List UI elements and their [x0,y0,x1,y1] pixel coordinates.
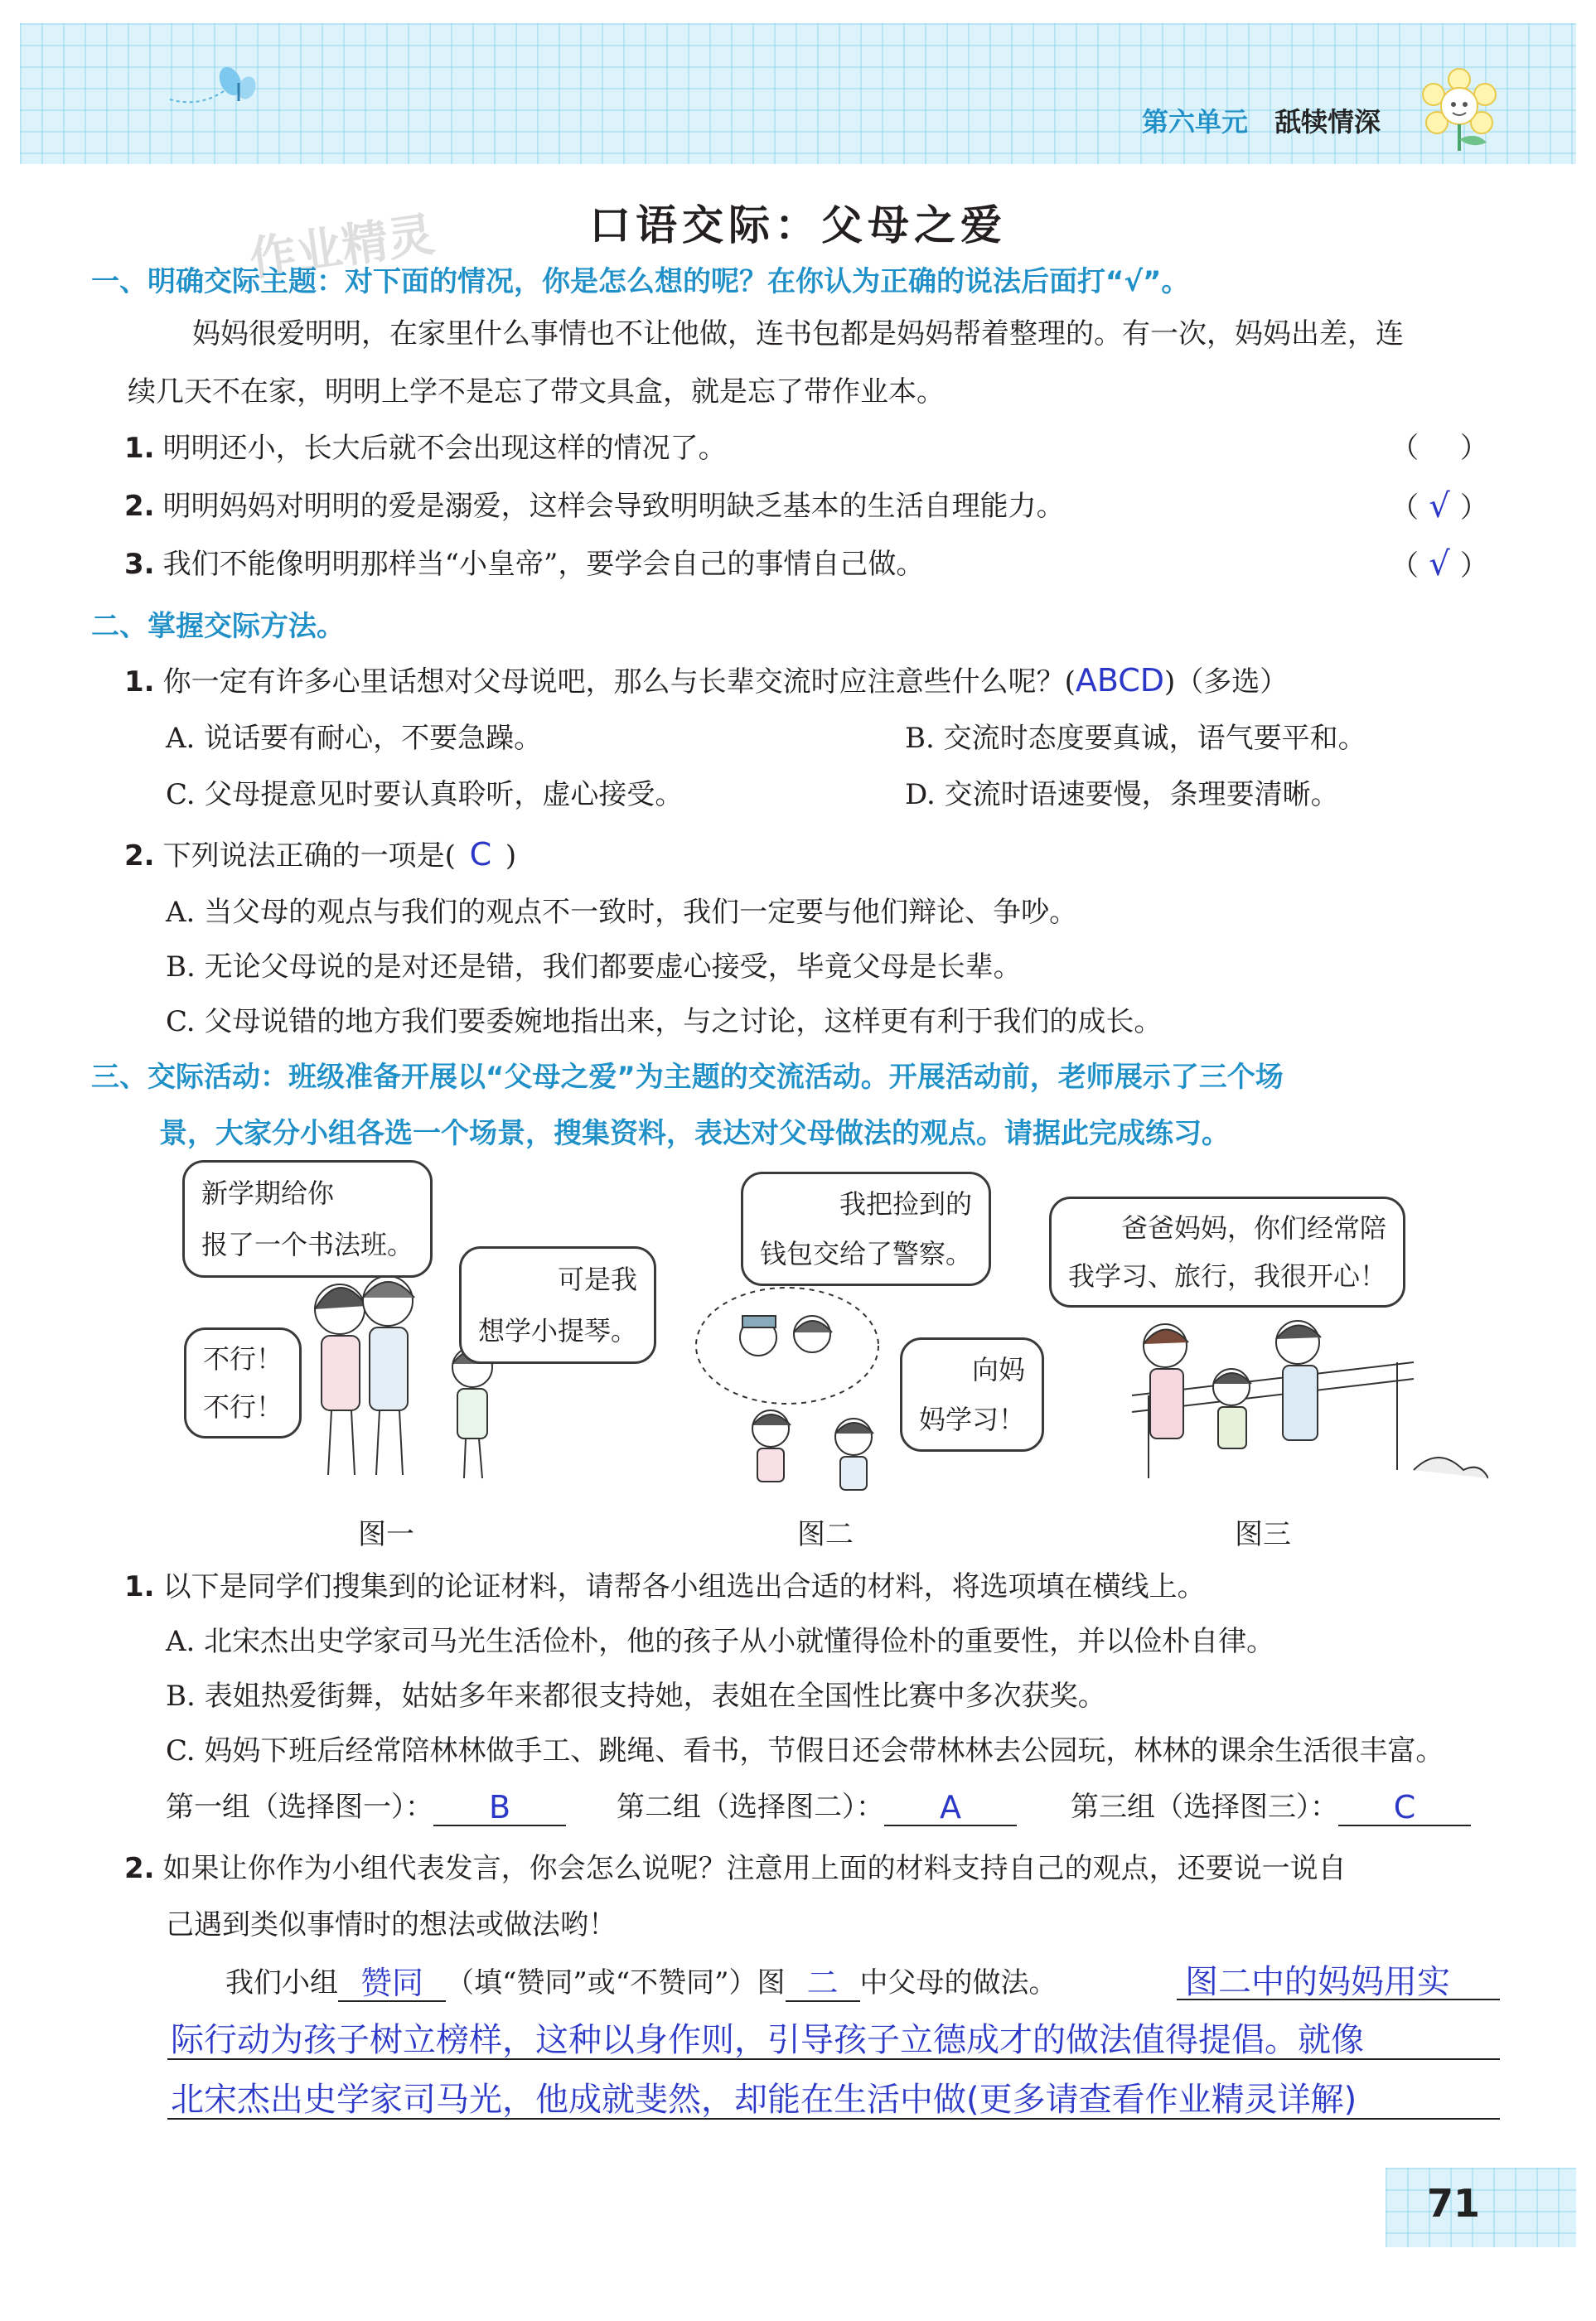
figure-2-bubble-1: 我把捡到的 钱包交给了警察。 [741,1172,991,1286]
response-mid2: 中父母的做法。 [859,1966,1057,1999]
figure-2-bubble-2: 向妈 妈学习！ [900,1337,1044,1452]
section3-heading-line1: 三、交际活动：班级准备开展以“父母之爱”为主题的交流活动。开展活动前，老师展示了三个场 [91,1061,1284,1094]
s1-item-2 [124,487,1065,525]
question-number: 2. [124,839,155,873]
item-text: 明明妈妈对明明的爱是溺爱，这样会导致明明缺乏基本的生活自理能力。 [162,490,1065,523]
answer-rule-1 [1177,1999,1500,2000]
s3-q1 [124,1568,1206,1606]
figure-2-caption: 图二 [797,1518,854,1551]
s1-item-2-answer: √ [1429,487,1450,525]
page-title: 口语交际：父母之爱 [589,201,1007,249]
s2-q1-option-a: A. 说话要有耐心，不要急躁。 [166,722,543,755]
butterfly-icon [166,58,265,119]
s1-item-1 [124,429,727,467]
s2-q1-option-c: C. 父母提意见时要认真聆听，虚心接受。 [166,778,684,811]
s3-q2-line2: 己遇到类似事情时的想法或做法哟！ [166,1908,617,1941]
group-3-answer-row [1071,1788,1471,1826]
group-3-answer: C [1338,1788,1471,1826]
s3-q1-option-b: B. 表姐热爱街舞，姑姑多年来都很支持她，表姐在全国性比赛中多次获奖。 [166,1680,1106,1713]
figure-1 [174,1160,671,1508]
s2-q2 [124,835,516,875]
figure-3 [1049,1197,1488,1503]
item-text: 明明还小，长大后就不会出现这样的情况了。 [162,432,727,465]
s3-q1-option-a: A. 北宋杰出史学家司马光生活俭朴，他的孩子从小就懂得俭朴的重要性，并以俭朴自律。 [166,1625,1275,1658]
s2-q1-option-b: B. 交流时态度要真诚，语气要平和。 [905,722,1366,755]
figure-3-bubble-1: 爸爸妈妈，你们经常陪 我学习、旅行，我很开心！ [1049,1197,1405,1308]
response-mid1: （填“赞同”或“不赞同”）图 [446,1966,786,1999]
footer-band [1386,2168,1576,2247]
item-number: 1. [124,432,155,465]
figure-1-caption: 图一 [358,1518,414,1551]
s1-item-3-answer: √ [1429,545,1450,583]
section1-passage-line2: 续几天不在家，明明上学不是忘了带文具盒，就是忘了带作业本。 [128,375,945,409]
group-2-answer-row [617,1788,1017,1826]
question-text: 以下是同学们搜集到的论证材料，请帮各小组选出合适的材料，将选项填在横线上。 [162,1570,1206,1603]
figure-1-bubble-3: 不行！ 不行！ [184,1327,302,1439]
figure-1-bubble-2: 可是我 想学小提琴。 [459,1246,656,1364]
s2-q2-option-b: B. 无论父母说的是对还是错，我们都要虚心接受，毕竟父母是长辈。 [166,950,1022,984]
answer-line-3: 北宋杰出史学家司马光，他成就斐然，却能在生活中做(更多请查看作业精灵详解) [171,2081,1357,2119]
s1-item-2-paren: （ √ ） [1390,487,1488,525]
question-text: 如果让你作为小组代表发言，你会怎么说呢？注意用上面的材料支持自己的观点，还要说一说自 [162,1852,1347,1885]
question-number: 1. [124,1570,155,1603]
item-number: 2. [124,490,155,523]
group-1-answer: B [433,1788,566,1826]
figure-2 [680,1172,1061,1503]
answer-rule-3 [167,2118,1500,2120]
question-suffix: ) [505,839,517,873]
unit-label: 第六单元 [1142,106,1249,138]
flower-icon [1414,63,1505,157]
s3-q2-response-line [225,1964,1057,2002]
answer-line-1: 图二中的妈妈用实 [1185,1963,1450,2001]
item-text: 我们不能像明明那样当“小皇帝”，要学会自己的事情自己做。 [162,548,925,581]
s3-q1-option-c: C. 妈妈下班后经常陪林林做手工、跳绳、看书，节假日还会带林林去公园玩，林林的课余生活很丰富。 [166,1734,1444,1767]
stance-answer: 赞同 [338,1964,446,2002]
group-1-label: 第一组（选择图一）： [166,1791,433,1824]
s1-item-3-paren: （ √ ） [1390,545,1488,583]
group-1-answer-row [166,1788,566,1826]
s2-q1-option-d: D. 交流时语速要慢，条理要清晰。 [905,778,1339,811]
question-number: 2. [124,1852,155,1885]
s2-q1-answer: ABCD [1075,662,1165,699]
s2-q1 [124,661,1288,701]
s1-item-1-paren: （ ） [1390,432,1488,465]
figure-1-bubble-1: 新学期给你 报了一个书法班。 [182,1160,433,1278]
s2-q2-option-a: A. 当父母的观点与我们的观点不一致时，我们一定要与他们辩论、争吵。 [166,896,1078,929]
section2-heading: 二、掌握交际方法。 [91,610,345,643]
s2-q2-option-c: C. 父母说错的地方我们要委婉地指出来，与之讨论，这样更有利于我们的成长。 [166,1005,1163,1038]
answer-rule-2 [167,2058,1500,2060]
s2-q2-answer: C [469,836,492,873]
item-number: 3. [124,548,155,581]
question-suffix: )（多选） [1164,665,1289,699]
section1-heading: 一、明确交际主题：对下面的情况，你是怎么想的呢？在你认为正确的说法后面打“√”。 [91,265,1190,298]
group-3-label: 第三组（选择图三）： [1071,1791,1338,1824]
figure-3-caption: 图三 [1235,1518,1291,1551]
section1-passage-line1: 妈妈很爱明明，在家里什么事情也不让他做，连书包都是妈妈帮着整理的。有一次，妈妈出差，连 [192,317,1404,351]
s1-item-3 [124,545,924,583]
group-2-label: 第二组（选择图二）： [617,1791,884,1824]
group-2-answer: A [884,1788,1017,1826]
response-prefix: 我们小组 [225,1966,338,1999]
s3-q2-line1 [124,1850,1347,1888]
figure-answer: 二 [786,1964,860,2002]
page-number: 71 [1427,2181,1481,2226]
watermark-stamp: 作业精灵 [246,207,438,288]
section3-heading-line2: 景，大家分小组各选一个场景，搜集资料，表达对父母做法的观点。请据此完成练习。 [159,1117,1230,1150]
question-text: 下列说法正确的一项是( [162,839,456,873]
question-text: 你一定有许多心里话想对父母说吧，那么与长辈交流时应注意些什么呢？( [162,665,1076,699]
question-number: 1. [124,665,155,699]
unit-title: 舐犊情深 [1274,106,1381,138]
answer-line-2: 际行动为孩子树立榜样，这种以身作则，引导孩子立德成才的做法值得提倡。就像 [171,2021,1364,2059]
